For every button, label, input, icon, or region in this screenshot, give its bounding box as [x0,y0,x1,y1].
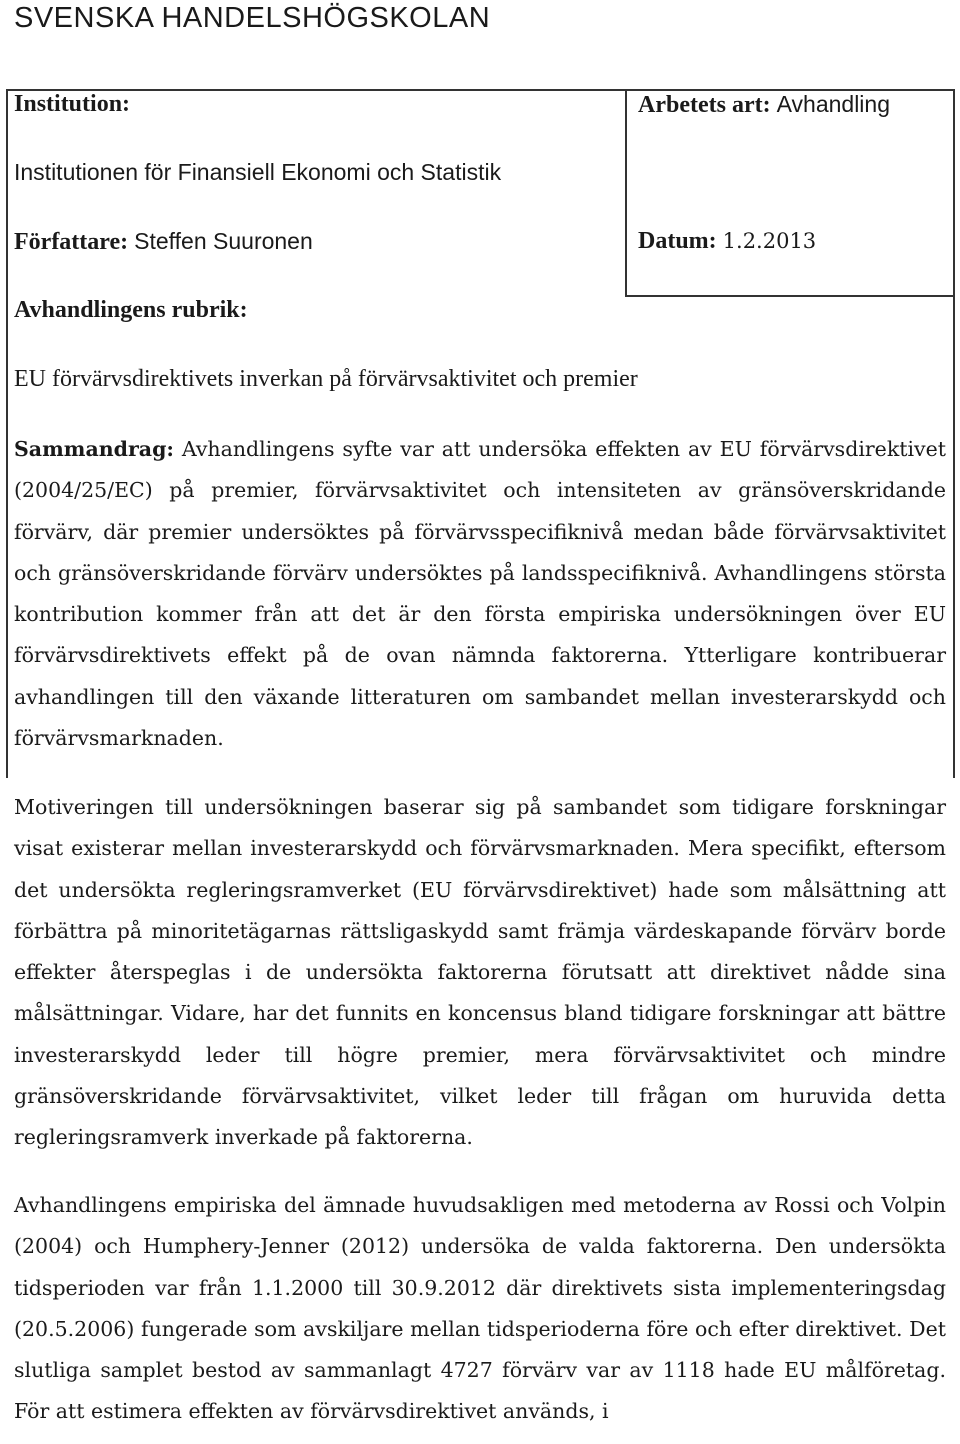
institution-value-row [14,159,501,187]
abstract-paragraph-1 [14,429,946,759]
author-row [14,228,313,256]
vertical-divider [625,89,627,297]
type-label: Arbetets art: [638,92,771,118]
author-value: Steffen Suuronen [134,228,313,254]
institution-value: Institutionen för Finansiell Ekonomi och Statistik [14,159,502,185]
date-row [638,228,816,255]
abstract-paragraph-3: Avhandlingens empiriska del ämnade huvudsakligen med metoderna av Rossi och Volpin (2004) och Humphery-Jenner (2012) undersöka de valda faktorerna. Den undersökta tidsperioden var från 1.1.2000 till 30.9.2012 där direktivets sista implementeringsdag (20.5.2006) fungerade som avskiljare mellan tidsperioderna före och efter direktivet. Det slutliga samplet bestod av sammanlagt 4727 förvärv var av 1118 hade EU målföretag. För att estimera effekten av förvärvsdirektivet används, i [14,1193,946,1424]
institution-label-row [14,91,130,118]
abstract-p1-text: Avhandlingens syfte var att undersöka effekten av EU förvärvsdirektivet (2004/25/EC) på premier, förvärvsaktivitet och intensiteten av gränsöverskridande förvärv, där premier undersöktes på förvärvsspecifiknivå medan både förvärvsaktivitet och gränsöverskridande förvärv undersöktes på landsspecifiknivå. Avhandlingens största kontribution kommer från att det är den första empiriska undersökningen över EU förvärvsdirektivets effekt på de ovan nämnda faktorerna. Ytterligare kontribuerar avhandlingen till den växande litteraturen om sambandet mellan investerarskydd och förvärvsmarknaden. [14,437,946,751]
date-value: 1.2.2013 [722,229,817,253]
title-label-row [14,297,248,324]
title-value: EU förvärvsdirektivets inverkan på förvärvsaktivitet och premier [14,366,638,392]
horizontal-divider [627,295,955,297]
abstract-paragraph-2: Motiveringen till undersökningen baserar sig på sambandet som tidigare forskningar visat existerar mellan investerarskydd och förvärvsmarknaden. Mera specifikt, eftersom det undersökta regleringsramverket (EU förvärvsdirektivet) hade som målsättning att förbättra på minoritetägarnas rättsligaskydd samt främja värdeskapande förvärv borde effekter återspeglas i de undersökta faktorerna förutsatt att direktivet nådde sina målsättningar. Vidare, har det funnits en koncensus bland tidigare forskningar att bättre investerarskydd leder till högre premier, mera förvärvsaktivitet och mindre gränsöverskridande förvärvsaktivitet, vilket leder till frågan om huruvida detta regleringsramverk inverkade på faktorerna. [14,795,946,1150]
type-value: Avhandling [776,91,891,117]
title-value-row [14,366,638,393]
title-label: Avhandlingens rubrik: [14,297,248,323]
date-label: Datum: [638,228,717,254]
institution-label: Institution: [14,91,131,117]
author-label: Författare: [14,229,129,255]
school-name: SVENSKA HANDELSHÖGSKOLAN [14,2,491,34]
type-row [638,91,890,119]
abstract-label: Sammandrag: [14,437,174,461]
